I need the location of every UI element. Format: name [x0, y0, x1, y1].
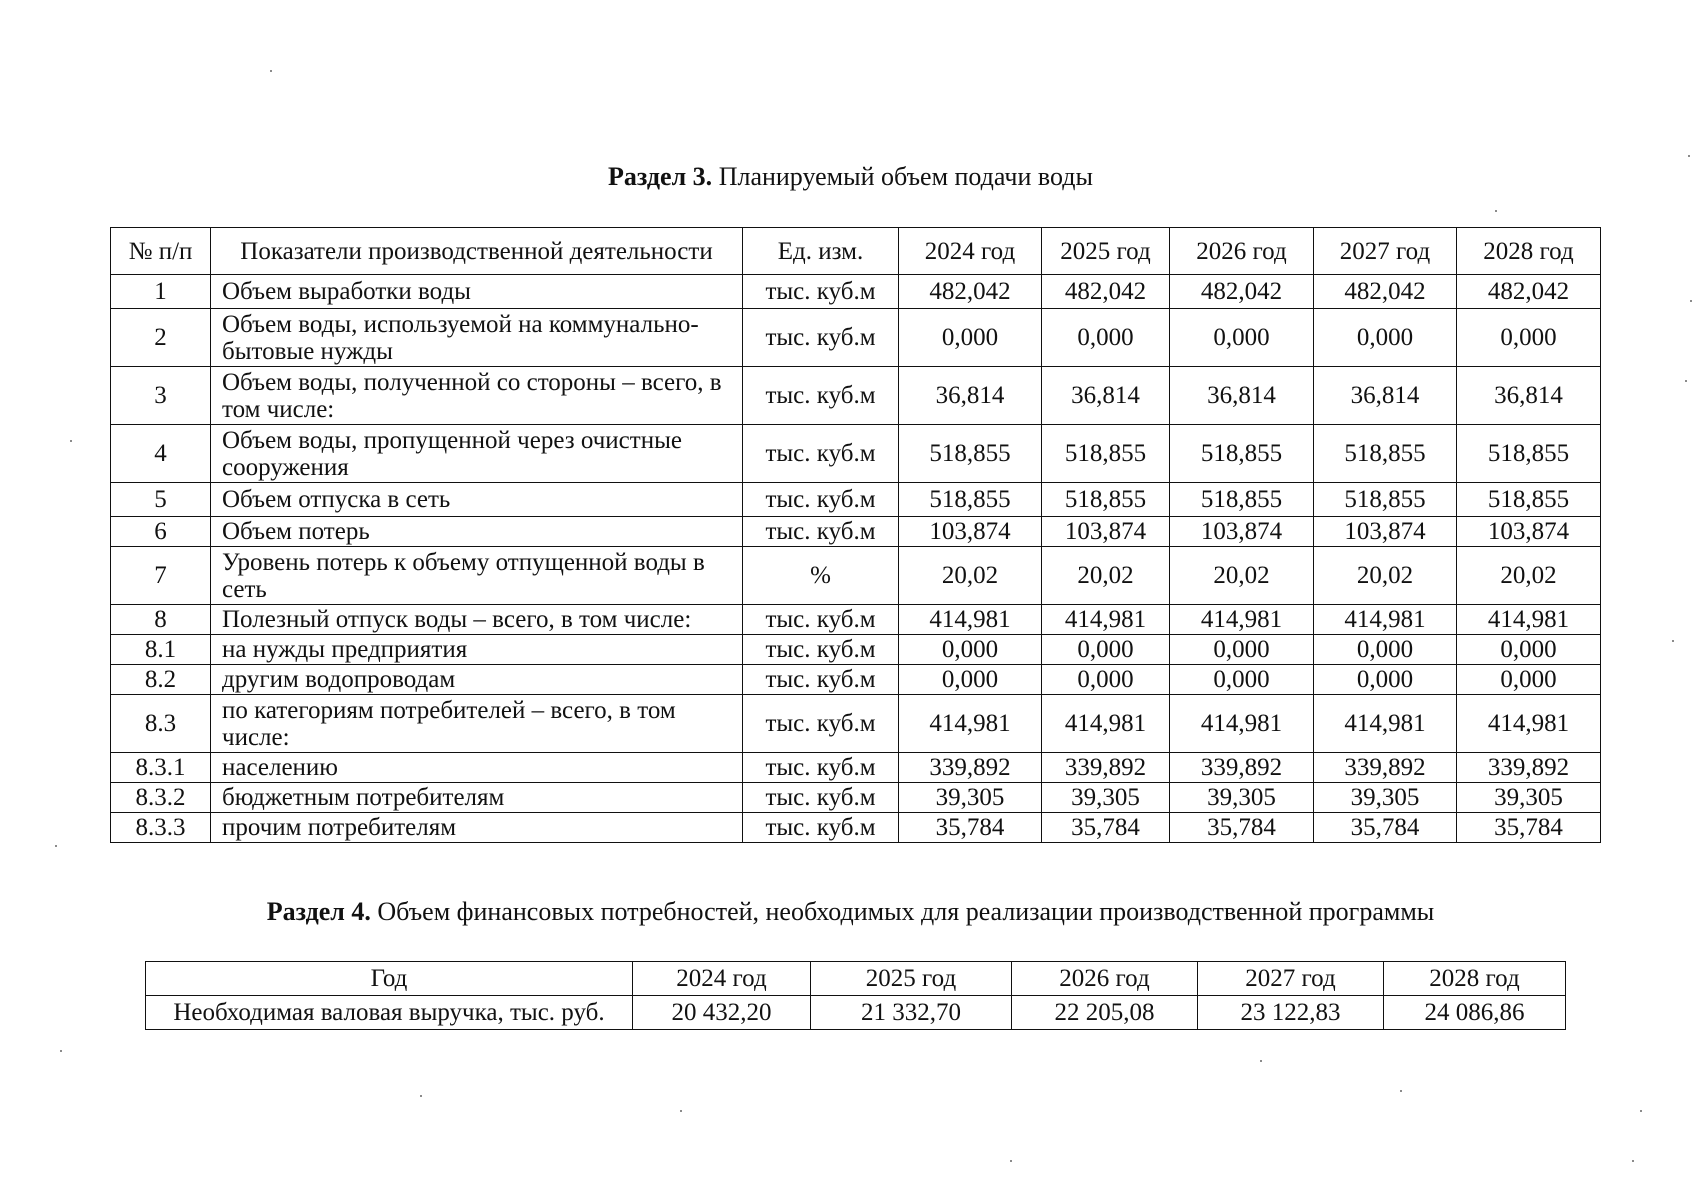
row-number: 8.3.1 — [111, 753, 211, 783]
water-supply-table — [110, 227, 1601, 843]
value-cell: 36,814 — [1314, 367, 1457, 425]
header-year: 2027 год — [1314, 228, 1457, 275]
row-number: 8.3.2 — [111, 783, 211, 813]
header-year: 2026 год — [1012, 962, 1198, 996]
value-cell: 35,784 — [1314, 813, 1457, 843]
table-row — [111, 547, 1601, 605]
value-cell: 20,02 — [1042, 547, 1170, 605]
value-cell: 414,981 — [1170, 605, 1314, 635]
table-row — [111, 275, 1601, 309]
value-cell: 0,000 — [1042, 309, 1170, 367]
scan-speck — [55, 845, 57, 847]
unit-cell: тыс. куб.м — [743, 665, 899, 695]
value-cell: 0,000 — [899, 665, 1042, 695]
scan-speck — [1260, 1060, 1262, 1062]
value-cell: 414,981 — [1042, 695, 1170, 753]
indicator-name: населению — [211, 753, 743, 783]
value-cell: 0,000 — [1457, 665, 1601, 695]
unit-cell: тыс. куб.м — [743, 753, 899, 783]
section-3-title-text: Планируемый объем подачи воды — [718, 162, 1093, 191]
value-cell: 518,855 — [1314, 483, 1457, 517]
table-header-row — [111, 228, 1601, 275]
value-cell: 35,784 — [1042, 813, 1170, 843]
row-number: 3 — [111, 367, 211, 425]
value-cell: 20,02 — [1314, 547, 1457, 605]
value-cell: 0,000 — [899, 309, 1042, 367]
value-cell: 0,000 — [899, 635, 1042, 665]
scan-speck — [1400, 1090, 1402, 1092]
value-cell: 23 122,83 — [1198, 996, 1384, 1030]
unit-cell: тыс. куб.м — [743, 309, 899, 367]
row-label: Необходимая валовая выручка, тыс. руб. — [146, 996, 633, 1030]
value-cell: 339,892 — [899, 753, 1042, 783]
row-number: 7 — [111, 547, 211, 605]
section-3-title-bold: Раздел 3. — [608, 162, 713, 191]
row-number: 1 — [111, 275, 211, 309]
header-year: 2028 год — [1457, 228, 1601, 275]
value-cell: 482,042 — [1457, 275, 1601, 309]
value-cell: 414,981 — [1457, 695, 1601, 753]
value-cell: 0,000 — [1170, 665, 1314, 695]
indicator-name: Объем воды, полученной со стороны – всего, в том числе: — [211, 367, 743, 425]
indicator-name: Объем воды, используемой на коммунально-бытовые нужды — [211, 309, 743, 367]
scan-speck — [270, 70, 272, 72]
value-cell: 518,855 — [1042, 425, 1170, 483]
value-cell: 414,981 — [1042, 605, 1170, 635]
value-cell: 0,000 — [1170, 309, 1314, 367]
value-cell: 35,784 — [1457, 813, 1601, 843]
value-cell: 20,02 — [899, 547, 1042, 605]
value-cell: 518,855 — [1170, 483, 1314, 517]
value-cell: 518,855 — [899, 483, 1042, 517]
value-cell: 339,892 — [1042, 753, 1170, 783]
table-row — [146, 996, 1566, 1030]
scan-speck — [1690, 300, 1692, 302]
indicator-name: бюджетным потребителям — [211, 783, 743, 813]
value-cell: 339,892 — [1170, 753, 1314, 783]
section-4-title-text: Объем финансовых потребностей, необходимых для реализации производственной программы — [377, 897, 1435, 926]
scan-speck — [680, 1110, 682, 1112]
table-header-row — [146, 962, 1566, 996]
value-cell: 339,892 — [1457, 753, 1601, 783]
value-cell: 414,981 — [1314, 695, 1457, 753]
unit-cell: тыс. куб.м — [743, 783, 899, 813]
header-year: 2027 год — [1198, 962, 1384, 996]
unit-cell: % — [743, 547, 899, 605]
value-cell: 518,855 — [899, 425, 1042, 483]
row-number: 6 — [111, 517, 211, 547]
scan-speck — [1672, 640, 1674, 642]
value-cell: 103,874 — [899, 517, 1042, 547]
row-number: 2 — [111, 309, 211, 367]
value-cell: 39,305 — [1170, 783, 1314, 813]
indicator-name: Объем выработки воды — [211, 275, 743, 309]
value-cell: 0,000 — [1457, 309, 1601, 367]
scan-speck — [1010, 1160, 1012, 1162]
value-cell: 482,042 — [899, 275, 1042, 309]
value-cell: 24 086,86 — [1384, 996, 1566, 1030]
unit-cell: тыс. куб.м — [743, 813, 899, 843]
indicator-name: на нужды предприятия — [211, 635, 743, 665]
row-number: 8.1 — [111, 635, 211, 665]
header-year: 2025 год — [1042, 228, 1170, 275]
header-year: 2024 год — [633, 962, 811, 996]
indicator-name: прочим потребителям — [211, 813, 743, 843]
value-cell: 39,305 — [1457, 783, 1601, 813]
value-cell: 103,874 — [1314, 517, 1457, 547]
table-row — [111, 367, 1601, 425]
value-cell: 518,855 — [1170, 425, 1314, 483]
scan-speck — [1495, 210, 1497, 212]
unit-cell: тыс. куб.м — [743, 695, 899, 753]
table-row — [111, 783, 1601, 813]
value-cell: 103,874 — [1042, 517, 1170, 547]
section-4-title — [0, 897, 1701, 927]
financial-needs-table — [145, 961, 1566, 1030]
table-row — [111, 665, 1601, 695]
section-3-title — [0, 162, 1701, 192]
value-cell: 414,981 — [1457, 605, 1601, 635]
unit-cell: тыс. куб.м — [743, 275, 899, 309]
unit-cell: тыс. куб.м — [743, 483, 899, 517]
value-cell: 518,855 — [1457, 483, 1601, 517]
value-cell: 39,305 — [1314, 783, 1457, 813]
indicator-name: по категориям потребителей – всего, в том числе: — [211, 695, 743, 753]
value-cell: 0,000 — [1314, 665, 1457, 695]
row-number: 8.3.3 — [111, 813, 211, 843]
scan-speck — [1685, 380, 1687, 382]
indicator-name: Объем потерь — [211, 517, 743, 547]
value-cell: 414,981 — [1170, 695, 1314, 753]
header-year: 2026 год — [1170, 228, 1314, 275]
scan-speck — [1632, 1160, 1634, 1162]
value-cell: 36,814 — [899, 367, 1042, 425]
value-cell: 518,855 — [1314, 425, 1457, 483]
value-cell: 414,981 — [1314, 605, 1457, 635]
value-cell: 0,000 — [1314, 635, 1457, 665]
table-row — [111, 635, 1601, 665]
section-4-title-bold: Раздел 4. — [266, 897, 371, 926]
value-cell: 518,855 — [1042, 483, 1170, 517]
value-cell: 35,784 — [1170, 813, 1314, 843]
value-cell: 39,305 — [1042, 783, 1170, 813]
scan-speck — [1688, 155, 1690, 157]
value-cell: 20,02 — [1457, 547, 1601, 605]
table-row — [111, 605, 1601, 635]
value-cell: 482,042 — [1170, 275, 1314, 309]
table-row — [111, 483, 1601, 517]
value-cell: 0,000 — [1042, 635, 1170, 665]
table-row — [111, 695, 1601, 753]
value-cell: 0,000 — [1042, 665, 1170, 695]
value-cell: 0,000 — [1314, 309, 1457, 367]
value-cell: 20,02 — [1170, 547, 1314, 605]
value-cell: 35,784 — [899, 813, 1042, 843]
indicator-name: Объем воды, пропущенной через очистные сооружения — [211, 425, 743, 483]
unit-cell: тыс. куб.м — [743, 425, 899, 483]
value-cell: 339,892 — [1314, 753, 1457, 783]
indicator-name: Полезный отпуск воды – всего, в том числе: — [211, 605, 743, 635]
row-number: 8.2 — [111, 665, 211, 695]
row-number: 8.3 — [111, 695, 211, 753]
value-cell: 482,042 — [1042, 275, 1170, 309]
indicator-name: другим водопроводам — [211, 665, 743, 695]
indicator-name: Уровень потерь к объему отпущенной воды в сеть — [211, 547, 743, 605]
value-cell: 39,305 — [899, 783, 1042, 813]
value-cell: 0,000 — [1457, 635, 1601, 665]
table-row — [111, 517, 1601, 547]
value-cell: 482,042 — [1314, 275, 1457, 309]
header-year: 2025 год — [811, 962, 1012, 996]
row-number: 4 — [111, 425, 211, 483]
row-number: 5 — [111, 483, 211, 517]
table-row — [111, 425, 1601, 483]
unit-cell: тыс. куб.м — [743, 635, 899, 665]
table-row — [111, 813, 1601, 843]
header-unit: Ед. изм. — [743, 228, 899, 275]
value-cell: 20 432,20 — [633, 996, 811, 1030]
value-cell: 21 332,70 — [811, 996, 1012, 1030]
value-cell: 103,874 — [1457, 517, 1601, 547]
value-cell: 22 205,08 — [1012, 996, 1198, 1030]
table-row — [111, 309, 1601, 367]
indicator-name: Объем отпуска в сеть — [211, 483, 743, 517]
header-year: 2024 год — [899, 228, 1042, 275]
scan-speck — [1640, 1110, 1642, 1112]
header-indicator: Показатели производственной деятельности — [211, 228, 743, 275]
header-number: № п/п — [111, 228, 211, 275]
value-cell: 0,000 — [1170, 635, 1314, 665]
value-cell: 36,814 — [1170, 367, 1314, 425]
value-cell: 414,981 — [899, 695, 1042, 753]
value-cell: 414,981 — [899, 605, 1042, 635]
row-number: 8 — [111, 605, 211, 635]
value-cell: 103,874 — [1170, 517, 1314, 547]
value-cell: 518,855 — [1457, 425, 1601, 483]
scan-speck — [60, 1050, 62, 1052]
header-year-label: Год — [146, 962, 633, 996]
header-year: 2028 год — [1384, 962, 1566, 996]
unit-cell: тыс. куб.м — [743, 367, 899, 425]
value-cell: 36,814 — [1457, 367, 1601, 425]
unit-cell: тыс. куб.м — [743, 605, 899, 635]
scan-speck — [70, 440, 72, 442]
unit-cell: тыс. куб.м — [743, 517, 899, 547]
value-cell: 36,814 — [1042, 367, 1170, 425]
scan-speck — [420, 1095, 422, 1097]
table-row — [111, 753, 1601, 783]
